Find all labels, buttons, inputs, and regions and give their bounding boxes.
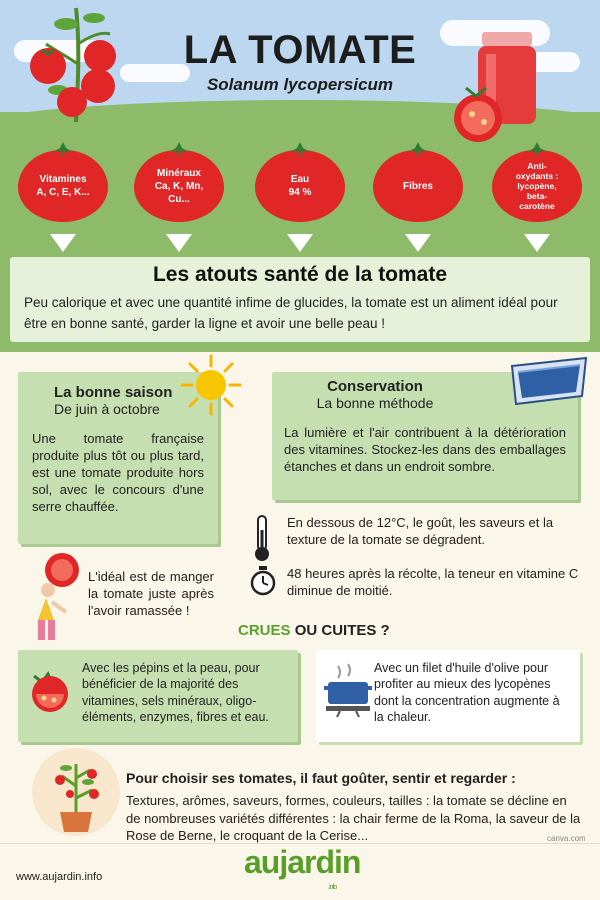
aujardin-logo [244, 844, 361, 891]
down-arrow-icon [50, 234, 76, 252]
storage-box-icon [508, 352, 590, 412]
benefit-label: Fibres [402, 180, 433, 192]
stopwatch-icon [249, 565, 277, 597]
conservation-subtitle: La bonne méthode [316, 395, 434, 411]
cooking-pot-icon [322, 662, 374, 718]
health-benefits-banner [10, 257, 590, 342]
benefit-tomato-fibres [373, 150, 463, 222]
benefit-label: Anti- oxydants : lycopène, beta- carotène [515, 160, 559, 212]
cooked-text: Avec un filet d'huile d'olive pour profiter au mieux des lycopènes dont la concentration augmente à la chaleur. [374, 661, 560, 724]
title-block [170, 28, 430, 95]
down-arrow-icon [287, 234, 313, 252]
choose-title: Pour choisir ses tomates, il faut goûter, sentir et regarder : [126, 770, 516, 786]
banner-text: Peu calorique et avec une quantité infime de glucides, la tomate est un aliment idéal pour être en bonne santé, garder la ligne et avoir une belle peau ! [24, 295, 558, 331]
benefit-tomato-eau [255, 150, 345, 222]
benefit-tomato-antioxydants [492, 150, 582, 222]
season-text: Une tomate française produite plus tôt ou plus tard, est une tomate produite hors sol, avec le concours d'une serre chauffée. [32, 431, 204, 514]
raw-label: CRUES [238, 622, 291, 639]
leaf-icon [526, 142, 548, 158]
choose-text: Textures, arômes, saveurs, formes, couleurs, tailles : la tomate se décline en de nombreuses variétés différentes : la chair ferme de la Roma, la saveur de la Rose de Berne, le croquant de la Cerise... [126, 793, 581, 844]
banner-title: Les atouts santé de la tomate [152, 263, 448, 286]
logo-text: aujardin [244, 844, 361, 880]
raw-or-cooked-heading [238, 622, 390, 639]
logo-suffix: .info [328, 884, 337, 891]
timer-tip: 48 heures après la récolte, la teneur en vitamine C diminue de moitié. [287, 566, 579, 598]
season-subtitle: De juin à octobre [54, 401, 160, 417]
leaf-icon [289, 142, 311, 158]
conservation-text: La lumière et l'air contribuent à la détérioration des vitamines. Stockez-les dans des emballages étanches et dans un endroit sombre. [284, 425, 566, 474]
tomato-plant-illustration [18, 4, 128, 122]
leaf-icon [52, 142, 74, 158]
potted-tomato-plant-illustration [30, 746, 122, 838]
thermometer-icon [250, 514, 274, 564]
benefit-label: Vitamines A, C, E, K... [36, 174, 90, 198]
cooked-label: OU CUITES ? [294, 622, 390, 639]
canva-credit: canva.com [547, 834, 586, 843]
benefit-tomato-mineraux [134, 150, 224, 222]
cut-tomato-icon [26, 664, 76, 714]
down-arrow-icon [524, 234, 550, 252]
leaf-icon [168, 142, 190, 158]
benefits-row [0, 150, 600, 255]
benefit-label: Eau 94 % [288, 174, 312, 198]
raw-text: Avec les pépins et la peau, pour bénéficier de la majorité des vitamines, sels minéraux, oligo-éléments, enzymes, fibres et eau. [82, 661, 269, 724]
leaf-icon [407, 142, 429, 158]
down-arrow-icon [405, 234, 431, 252]
person-holding-tomato-illustration [28, 550, 84, 642]
website-link[interactable]: www.aujardin.info [16, 871, 103, 883]
page-title: LA TOMATE [183, 28, 417, 72]
choose-section [126, 770, 582, 845]
season-title: La bonne saison [54, 384, 173, 401]
ideal-tip: L'idéal est de manger la tomate juste après l'avoir ramassée ! [88, 569, 214, 618]
tomato-sauce-jar-illustration [448, 28, 548, 143]
sun-icon [180, 354, 242, 416]
benefit-tomato-vitamines [18, 150, 108, 222]
conservation-title: Conservation [327, 378, 423, 395]
down-arrow-icon [166, 234, 192, 252]
temperature-tip: En dessous de 12°C, le goût, les saveurs et la texture de la tomate se dégradent. [287, 515, 554, 547]
page-subtitle: Solanum lycopersicum [206, 75, 394, 94]
benefit-label: Minéraux Ca, K, Mn, Cu... [154, 167, 204, 205]
